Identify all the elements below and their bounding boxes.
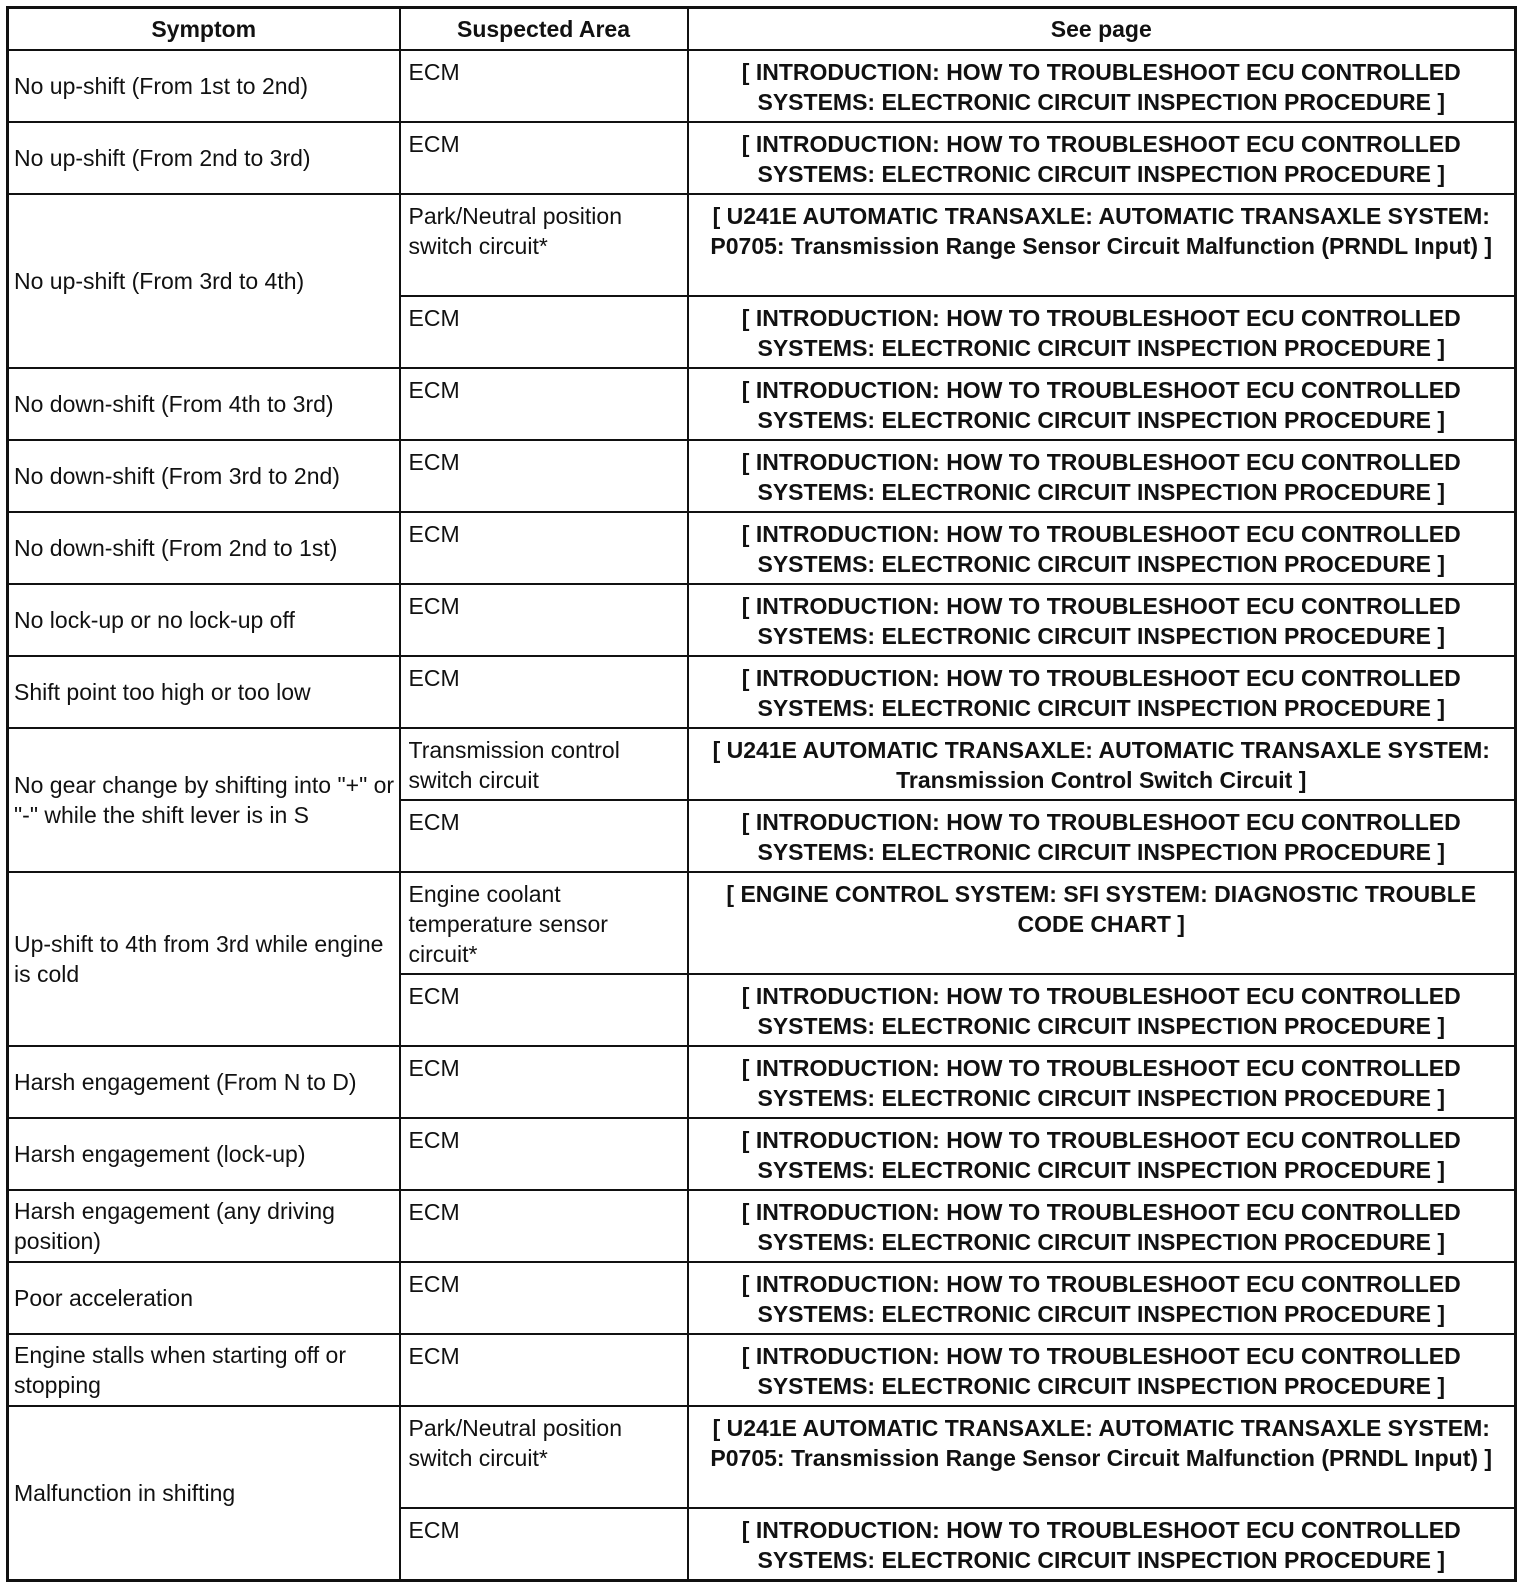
see-page-link[interactable]: [ INTRODUCTION: HOW TO TROUBLESHOOT ECU CONTROLLED SYSTEMS: ELECTRONIC CIRCUIT INSPECTION PROCEDURE ] xyxy=(688,974,1516,1046)
see-page-link[interactable]: [ INTRODUCTION: HOW TO TROUBLESHOOT ECU CONTROLLED SYSTEMS: ELECTRONIC CIRCUIT INSPECTION PROCEDURE ] xyxy=(688,512,1516,584)
see-page-link[interactable]: [ INTRODUCTION: HOW TO TROUBLESHOOT ECU CONTROLLED SYSTEMS: ELECTRONIC CIRCUIT INSPECTION PROCEDURE ] xyxy=(688,1334,1516,1406)
see-page-link[interactable]: [ U241E AUTOMATIC TRANSAXLE: AUTOMATIC TRANSAXLE SYSTEM: P0705: Transmission Range Sensor Circuit Malfunction (PRNDL Input) ] xyxy=(688,1406,1516,1508)
symptom-column-header: Symptom xyxy=(8,8,400,50)
suspected-area-cell: ECM xyxy=(400,1046,688,1118)
see-page-link[interactable]: [ INTRODUCTION: HOW TO TROUBLESHOOT ECU CONTROLLED SYSTEMS: ELECTRONIC CIRCUIT INSPECTION PROCEDURE ] xyxy=(688,1118,1516,1190)
suspected-area-cell: ECM xyxy=(400,1508,688,1581)
suspected-area-cell: ECM xyxy=(400,800,688,872)
table-row xyxy=(8,122,1516,194)
suspected-area-cell: Park/Neutral position switch circuit* xyxy=(400,194,688,296)
suspected-area-cell: ECM xyxy=(400,296,688,368)
symptom-cell: No down-shift (From 4th to 3rd) xyxy=(8,368,400,440)
suspected-area-cell: ECM xyxy=(400,512,688,584)
suspected-area-cell: ECM xyxy=(400,584,688,656)
see-page-link[interactable]: [ INTRODUCTION: HOW TO TROUBLESHOOT ECU CONTROLLED SYSTEMS: ELECTRONIC CIRCUIT INSPECTION PROCEDURE ] xyxy=(688,1262,1516,1334)
see-page-link[interactable]: [ INTRODUCTION: HOW TO TROUBLESHOOT ECU CONTROLLED SYSTEMS: ELECTRONIC CIRCUIT INSPECTION PROCEDURE ] xyxy=(688,1190,1516,1262)
header-row xyxy=(8,8,1516,50)
see-page-column-header: See page xyxy=(688,8,1516,50)
see-page-link[interactable]: [ U241E AUTOMATIC TRANSAXLE: AUTOMATIC TRANSAXLE SYSTEM: Transmission Control Switch Circuit ] xyxy=(688,728,1516,800)
see-page-link[interactable]: [ INTRODUCTION: HOW TO TROUBLESHOOT ECU CONTROLLED SYSTEMS: ELECTRONIC CIRCUIT INSPECTION PROCEDURE ] xyxy=(688,1508,1516,1581)
symptom-cell: Harsh engagement (lock-up) xyxy=(8,1118,400,1190)
table-row xyxy=(8,872,1516,974)
table-row xyxy=(8,1334,1516,1406)
table-row xyxy=(8,50,1516,122)
symptom-cell: Poor acceleration xyxy=(8,1262,400,1334)
symptom-cell: Engine stalls when starting off or stopping xyxy=(8,1334,400,1406)
suspected-area-cell: Park/Neutral position switch circuit* xyxy=(400,1406,688,1508)
suspected-area-cell: ECM xyxy=(400,1118,688,1190)
symptom-cell: Harsh engagement (any driving position) xyxy=(8,1190,400,1262)
suspected-area-cell: ECM xyxy=(400,1334,688,1406)
suspected-area-cell: ECM xyxy=(400,974,688,1046)
suspected-area-cell: ECM xyxy=(400,1190,688,1262)
see-page-link[interactable]: [ INTRODUCTION: HOW TO TROUBLESHOOT ECU CONTROLLED SYSTEMS: ELECTRONIC CIRCUIT INSPECTION PROCEDURE ] xyxy=(688,584,1516,656)
suspected-area-cell: ECM xyxy=(400,656,688,728)
table-row xyxy=(8,1046,1516,1118)
see-page-link[interactable]: [ INTRODUCTION: HOW TO TROUBLESHOOT ECU CONTROLLED SYSTEMS: ELECTRONIC CIRCUIT INSPECTION PROCEDURE ] xyxy=(688,656,1516,728)
symptom-cell: Malfunction in shifting xyxy=(8,1406,400,1581)
see-page-link[interactable]: [ INTRODUCTION: HOW TO TROUBLESHOOT ECU CONTROLLED SYSTEMS: ELECTRONIC CIRCUIT INSPECTION PROCEDURE ] xyxy=(688,296,1516,368)
suspected-area-cell: ECM xyxy=(400,440,688,512)
see-page-link[interactable]: [ INTRODUCTION: HOW TO TROUBLESHOOT ECU CONTROLLED SYSTEMS: ELECTRONIC CIRCUIT INSPECTION PROCEDURE ] xyxy=(688,368,1516,440)
symptom-cell: No down-shift (From 2nd to 1st) xyxy=(8,512,400,584)
see-page-link[interactable]: [ INTRODUCTION: HOW TO TROUBLESHOOT ECU CONTROLLED SYSTEMS: ELECTRONIC CIRCUIT INSPECTION PROCEDURE ] xyxy=(688,50,1516,122)
suspected-area-cell: Transmission control switch circuit xyxy=(400,728,688,800)
symptom-cell: No up-shift (From 3rd to 4th) xyxy=(8,194,400,368)
table-row xyxy=(8,1190,1516,1262)
see-page-link[interactable]: [ INTRODUCTION: HOW TO TROUBLESHOOT ECU CONTROLLED SYSTEMS: ELECTRONIC CIRCUIT INSPECTION PROCEDURE ] xyxy=(688,1046,1516,1118)
symptom-cell: No up-shift (From 1st to 2nd) xyxy=(8,50,400,122)
see-page-link[interactable]: [ U241E AUTOMATIC TRANSAXLE: AUTOMATIC TRANSAXLE SYSTEM: P0705: Transmission Range Sensor Circuit Malfunction (PRNDL Input) ] xyxy=(688,194,1516,296)
table-row xyxy=(8,728,1516,800)
suspected-area-cell: ECM xyxy=(400,50,688,122)
symptom-cell: No gear change by shifting into "+" or "-" while the shift lever is in S xyxy=(8,728,400,872)
table-row xyxy=(8,440,1516,512)
table-row xyxy=(8,368,1516,440)
see-page-link[interactable]: [ ENGINE CONTROL SYSTEM: SFI SYSTEM: DIAGNOSTIC TROUBLE CODE CHART ] xyxy=(688,872,1516,974)
symptom-cell: No up-shift (From 2nd to 3rd) xyxy=(8,122,400,194)
table-row xyxy=(8,1118,1516,1190)
suspected-area-cell: ECM xyxy=(400,368,688,440)
table-row xyxy=(8,1262,1516,1334)
troubleshooting-table-container xyxy=(6,6,1514,1582)
table-row xyxy=(8,512,1516,584)
table-row xyxy=(8,1406,1516,1508)
symptom-cell: Shift point too high or too low xyxy=(8,656,400,728)
suspected-area-cell: Engine coolant temperature sensor circuit* xyxy=(400,872,688,974)
symptom-cell: No down-shift (From 3rd to 2nd) xyxy=(8,440,400,512)
see-page-link[interactable]: [ INTRODUCTION: HOW TO TROUBLESHOOT ECU CONTROLLED SYSTEMS: ELECTRONIC CIRCUIT INSPECTION PROCEDURE ] xyxy=(688,800,1516,872)
table-row xyxy=(8,194,1516,296)
see-page-link[interactable]: [ INTRODUCTION: HOW TO TROUBLESHOOT ECU CONTROLLED SYSTEMS: ELECTRONIC CIRCUIT INSPECTION PROCEDURE ] xyxy=(688,440,1516,512)
suspected-area-cell: ECM xyxy=(400,122,688,194)
table-row xyxy=(8,584,1516,656)
symptom-cell: Up-shift to 4th from 3rd while engine is cold xyxy=(8,872,400,1046)
suspected-area-cell: ECM xyxy=(400,1262,688,1334)
symptom-table xyxy=(6,6,1517,1582)
symptom-cell: No lock-up or no lock-up off xyxy=(8,584,400,656)
suspected-area-column-header: Suspected Area xyxy=(400,8,688,50)
symptom-cell: Harsh engagement (From N to D) xyxy=(8,1046,400,1118)
table-row xyxy=(8,656,1516,728)
see-page-link[interactable]: [ INTRODUCTION: HOW TO TROUBLESHOOT ECU CONTROLLED SYSTEMS: ELECTRONIC CIRCUIT INSPECTION PROCEDURE ] xyxy=(688,122,1516,194)
